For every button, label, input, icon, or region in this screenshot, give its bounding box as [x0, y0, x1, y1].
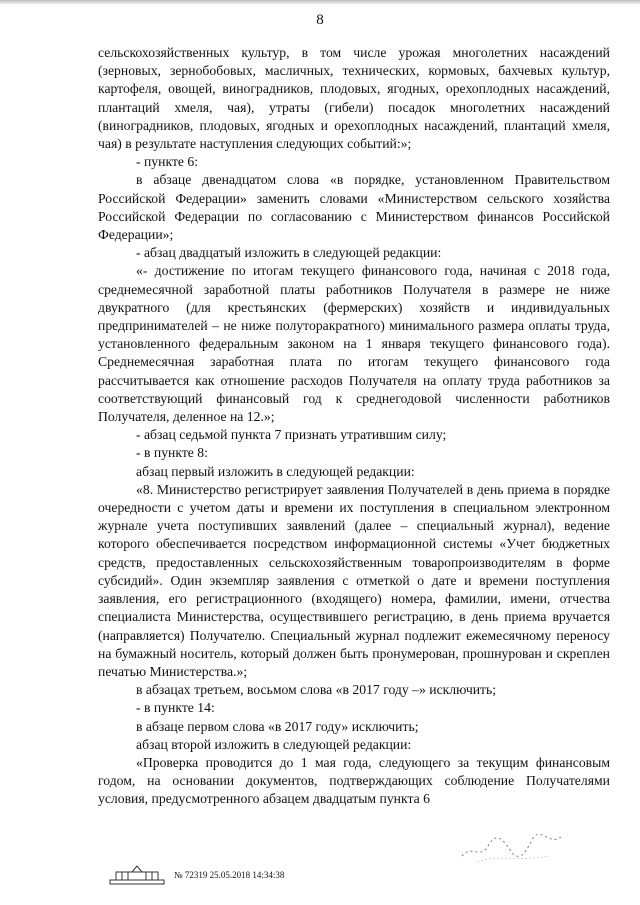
handwritten-signature [458, 826, 568, 866]
paragraph: - в пункте 8: [136, 445, 208, 461]
page-number: 8 [316, 12, 324, 28]
paragraph: «8. Министерство регистрирует заявления Получателей в день приема в порядке очередности с учетом даты и времени их поступления в специальном электронном журнале учета поступивших заявлений (далее – специальный журнал), ведение которого обеспечивается посредством информационной системы «Учет бюджетных средств, предоставленных сельскохозяйственным товаропроизводителям в форме субсидий». Один экземпляр заявления с отметкой о дате и времени поступления заявления, его регистрационного (входящего) номера, фамилии, имени, отчества специалиста Министерства, осуществившего регистрацию, в день приема вручается (направляется) Получателю. Специальный журнал подлежит ежемесячному переносу на бумажный носитель, который должен быть пронумерован, прошнурован и скреплен печатью Министерства.»; [98, 481, 610, 679]
paragraph: «- достижение по итогам текущего финансового года, начиная с 2018 года, среднемесячной заработной платы работников Получателя в размере не ниже двукратного (для крестьянских (фермерских) хозяйств и индивидуальных предпринимателей – не ниже полуторакратного) минимального размера оплаты труда, установленного федеральным законом на 1 января текущего финансового года). Среднемесячная заработная плата по итогам текущего финансового года рассчитывается как отношение расходов Получателя на оплату труда работников за соответствующий финансовый год к среднегодовой численности работников Получателя, деленное на 12.»; [98, 263, 610, 425]
paragraph: в абзацах третьем, восьмом слова «в 2017 году –» исключить; [136, 682, 497, 698]
building-seal-icon [108, 864, 166, 886]
paragraph: - пункте 6: [136, 154, 199, 170]
paragraph: в абзаце двенадцатом слова «в порядке, установленном Правительством Российской Федерации» заменить словами «Министерством сельского хозяйства Российской Федерации по согласованию с Министерством финансов Российской Федерации»; [98, 172, 610, 243]
registration-stamp: № 72319 25.05.2018 14:34:38 [174, 870, 285, 880]
paragraph: абзац второй изложить в следующей редакции: [136, 736, 412, 752]
document-body [98, 44, 610, 809]
paragraph: «Проверка проводится до 1 мая года, следующего за текущим финансовым годом, на основании документов, подтверждающих соблюдение Получателями условия, предусмотренного абзацем двадцатым пункта 6 [98, 754, 610, 807]
paragraph: сельскохозяйственных культур, в том числе урожая многолетних насаждений (зерновых, зернобобовых, масличных, технических, кормовых, бахчевых культур, картофеля, овощей, виноградников, плодовых, ягодных, орехоплодных насаждений, плантаций хмеля, чая), утраты (гибели) посадок многолетних насаждений (виноградников, плодовых, ягодных и орехоплодных насаждений, плантаций хмеля, чая) в результате наступления следующих событий:»; [98, 45, 610, 152]
scan-edge [0, 0, 640, 5]
paragraph: - в пункте 14: [136, 700, 215, 716]
paragraph: в абзаце первом слова «в 2017 году» исключить; [136, 718, 419, 734]
paragraph: - абзац двадцатый изложить в следующей редакции: [136, 245, 442, 261]
paragraph: абзац первый изложить в следующей редакции: [136, 463, 415, 479]
registration-footer [108, 864, 284, 886]
paragraph: - абзац седьмой пункта 7 признать утратившим силу; [136, 427, 447, 443]
